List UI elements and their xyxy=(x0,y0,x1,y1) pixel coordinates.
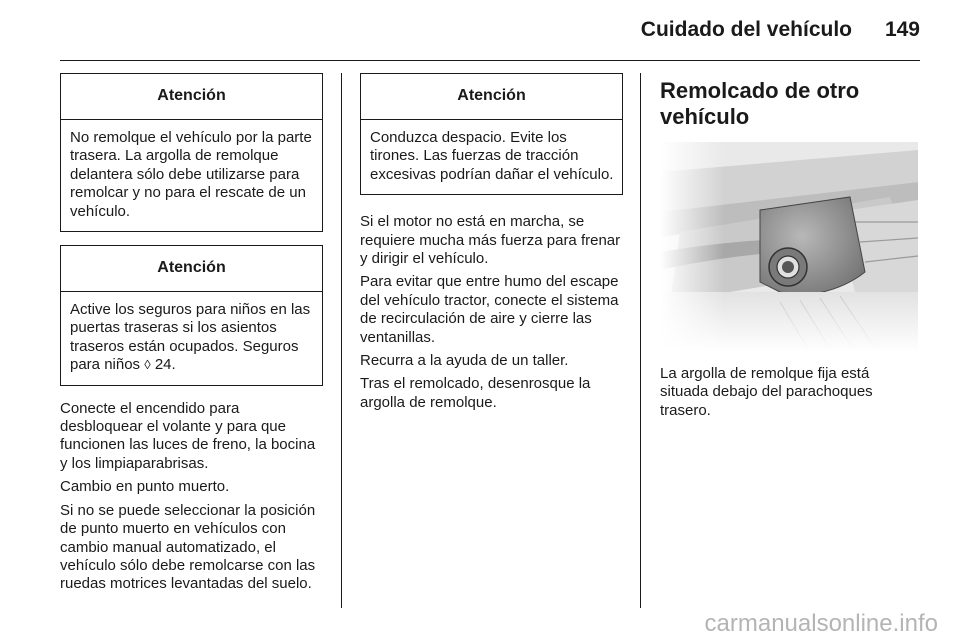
towing-eye-drawing xyxy=(660,142,918,352)
body-paragraph: Cambio en punto muerto. xyxy=(60,478,230,496)
page-number: 149 xyxy=(884,18,920,41)
body-paragraph: Conecte el encendido para desbloquear el volante y para que funcionen las luces de freno, la bocina y los limpiaparabrisas. xyxy=(60,399,316,472)
towing-eye-illustration xyxy=(660,142,918,352)
watermark-text: carmanualsonline.info xyxy=(704,610,938,637)
warning-heading: Atención xyxy=(61,246,322,292)
warning-heading: Atención xyxy=(61,74,322,120)
right-column xyxy=(660,73,920,425)
body-paragraph: Si no se puede seleccionar la posición de punto muerto en vehículos con cambio manual automatizado, el vehículo sólo debe remolcarse con las ruedas motrices levantadas del suelo. xyxy=(60,501,316,593)
warning-box-child-locks xyxy=(60,245,323,386)
body-paragraph: Recurra a la ayuda de un taller. xyxy=(360,352,569,370)
page-reference-icon: ◊ xyxy=(144,357,151,373)
warning-text: Conduzca despacio. Evite los tirones. Las fuerzas de tracción excesivas podrían dañar el vehículo. xyxy=(370,129,614,183)
warning-box-rear-towing xyxy=(60,73,323,232)
body-paragraph: Para evitar que entre humo del escape del vehículo tractor, conecte el sistema de recirculación de aire y cierre las ventanillas. xyxy=(360,273,619,346)
warning-text: Active los seguros para niños en las puertas traseras si los asientos traseros están ocupados. Seguros para niños ◊ 24. xyxy=(70,301,311,374)
column-divider xyxy=(640,73,641,608)
body-paragraph: Tras el remolcado, desenrosque la argolla de remolque. xyxy=(360,375,591,411)
warning-text: No remolque el vehículo por la parte trasera. La argolla de remolque delantera sólo debe utilizarse para remolcar y no para el rescate de un vehículo. xyxy=(70,129,312,220)
left-column xyxy=(60,73,323,599)
section-heading: Remolcado de otro vehículo xyxy=(660,78,860,129)
header-divider xyxy=(60,60,920,61)
page-reference[interactable]: 24. xyxy=(150,356,176,374)
column-divider xyxy=(341,73,342,608)
middle-column xyxy=(360,73,623,417)
warning-box-drive-slowly xyxy=(360,73,623,195)
warning-heading: Atención xyxy=(361,74,622,120)
figure-caption: La argolla de remolque fija está situada debajo del parachoques trasero. xyxy=(660,365,873,419)
body-paragraph: Si el motor no está en marcha, se requiere mucha más fuerza para frenar y dirigir el vehículo. xyxy=(360,213,621,268)
page-header-title: Cuidado del vehículo xyxy=(640,18,852,41)
